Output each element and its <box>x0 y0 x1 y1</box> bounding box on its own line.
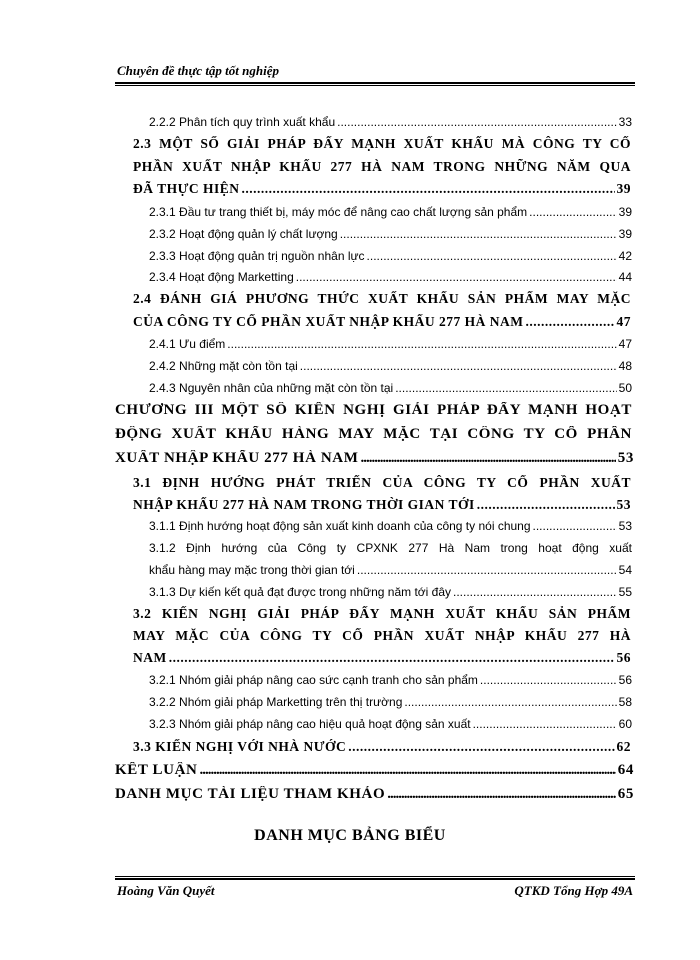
toc-entry-text: khẩu hàng may mặc trong thời gian tới <box>149 563 355 577</box>
toc-page-number: 56 <box>616 650 631 665</box>
toc-leader <box>529 205 616 219</box>
toc-entry-text: 2.2.2 Phân tích quy trình xuất khẩu <box>149 115 336 129</box>
toc-entry-text: CỦA CÔNG TY CỔ PHẦN XUẤT NHẬP KHẨU 277 HÀ NAM <box>133 314 524 329</box>
toc-entry-3-2-3[interactable] <box>149 717 632 731</box>
toc-page-number: 39 <box>618 205 632 219</box>
toc-entry-text: 3.1.3 Dự kiến kết quả đạt được trong những năm tới đây <box>149 585 452 599</box>
toc-page-number: 55 <box>618 585 632 599</box>
toc-entry-text: 2.3.1 Đầu tư trang thiết bị, máy móc để nâng cao chất lượng sản phẩm <box>149 205 528 219</box>
toc-entry-3-1-2-line2[interactable] <box>149 563 632 577</box>
toc-entry-3-2-line1[interactable]: 3.2 KIẾN NGHỊ GIẢI PHÁP ĐẨY MẠNH XUẤT KHẨU SẢN PHẨM <box>133 606 631 621</box>
toc-leader <box>300 359 617 373</box>
section-title: DANH MỤC BẢNG BIỂU <box>254 827 446 844</box>
toc-leader <box>242 181 615 197</box>
toc-leader <box>477 497 615 513</box>
toc-leader <box>227 337 616 351</box>
toc-entry-2-3-line3[interactable] <box>133 181 631 197</box>
toc-leader <box>348 739 614 755</box>
footer-rule <box>115 878 635 880</box>
toc-entry-text: 2.4.3 Nguyên nhân của những mặt còn tồn tại <box>149 381 394 395</box>
toc-leader <box>360 450 615 467</box>
toc-leader <box>404 695 616 709</box>
toc-entry-text: 3.2.2 Nhóm giải pháp Marketting trên thị trường <box>149 695 403 709</box>
toc-entry-text: DANH MỤC TÀI LIỆU THAM KHẢO <box>115 786 386 802</box>
footer-author: Hoàng Văn Quyết <box>117 883 215 898</box>
toc-entry-text: KẾT LUẬN <box>115 762 198 778</box>
toc-entry-2-3-2[interactable] <box>149 227 632 241</box>
toc-leader <box>387 786 616 803</box>
footer-class: QTKD Tổng Hợp 49A <box>514 883 633 898</box>
toc-entry-text: 3.3 KIẾN NGHỊ VỚI NHÀ NƯỚC <box>133 739 347 754</box>
toc-references[interactable] <box>115 786 634 803</box>
toc-leader <box>337 115 617 129</box>
toc-leader <box>199 762 615 779</box>
toc-leader <box>296 270 617 284</box>
toc-entry-2-4-line1[interactable]: 2.4 ĐÁNH GIÁ PHƯƠNG THỨC XUẤT KHẨU SẢN PHẨM MAY MẶC <box>133 291 631 306</box>
toc-entry-2-3-4[interactable] <box>149 270 632 284</box>
toc-conclusion[interactable] <box>115 762 634 779</box>
toc-entry-text: 3.1.1 Định hướng hoạt động sản xuất kinh doanh của công ty nói chung <box>149 519 531 533</box>
toc-entry-text: 3.2.1 Nhóm giải pháp nâng cao sức cạnh tranh cho sản phẩm <box>149 673 478 687</box>
toc-entry-text: NHẬP KHẨU 277 HÀ NAM TRONG THỜI GIAN TỚI <box>133 497 475 512</box>
toc-entry-text: 2.3.4 Hoạt động Marketting <box>149 270 294 284</box>
toc-leader <box>340 227 617 241</box>
toc-entry-3-2-2[interactable] <box>149 695 632 709</box>
toc-page-number: 53 <box>616 497 631 512</box>
toc-entry-text: 2.4.1 Ưu điểm <box>149 337 226 351</box>
toc-leader <box>480 673 617 687</box>
toc-entry-text: ĐÃ THỰC HIỆN <box>133 181 240 196</box>
toc-page-number: 42 <box>618 249 632 263</box>
toc-leader <box>395 381 616 395</box>
toc-entry-2-3-line1[interactable]: 2.3 MỘT SỐ GIẢI PHÁP ĐẨY MẠNH XUẤT KHẨU MÀ CÔNG TY CỔ <box>133 136 631 151</box>
toc-page-number: 47 <box>618 337 632 351</box>
toc-entry-2-4-3[interactable] <box>149 381 632 395</box>
toc-entry-3-1-line1[interactable]: 3.1 ĐỊNH HƯỚNG PHÁT TRIỂN CỦA CÔNG TY CỔ PHẦN XUẤT <box>133 475 631 490</box>
toc-entry-3-2-1[interactable] <box>149 673 632 687</box>
toc-page-number: 65 <box>617 786 634 802</box>
toc-page-number: 33 <box>618 115 632 129</box>
toc-entry-3-1-1[interactable] <box>149 519 632 533</box>
toc-page-number: 53 <box>617 450 634 466</box>
footer-rule-thin <box>115 876 635 877</box>
toc-leader <box>533 519 617 533</box>
toc-entry-3-2-line2[interactable]: MAY MẶC CỦA CÔNG TY CỔ PHẦN XUẤT NHẬP KHẨU 277 HÀ <box>133 628 631 643</box>
toc-leader <box>473 717 617 731</box>
toc-entry-2-2-2[interactable] <box>149 115 632 129</box>
running-header: Chuyên đề thực tập tốt nghiệp <box>117 63 279 78</box>
toc-entry-text: XUẤT NHẬP KHẨU 277 HÀ NAM <box>115 450 359 466</box>
toc-entry-text: 2.3.2 Hoạt động quản lý chất lượng <box>149 227 338 241</box>
toc-chapter-3-line1[interactable]: CHƯƠNG III MỘT SỐ KIẾN NGHỊ GIẢI PHÁP ĐẨY MẠNH HOẠT <box>115 402 632 418</box>
toc-entry-text: 2.4.2 Những mặt còn tồn tại <box>149 359 298 373</box>
toc-leader <box>526 314 615 330</box>
toc-page-number: 50 <box>618 381 632 395</box>
toc-entry-2-3-line2[interactable]: PHẦN XUẤT NHẬP KHẨU 277 HÀ NAM TRONG NHỮNG NĂM QUA <box>133 159 631 174</box>
toc-leader <box>367 249 617 263</box>
toc-page-number: 62 <box>616 739 631 754</box>
toc-entry-2-4-2[interactable] <box>149 359 632 373</box>
toc-page-number: 58 <box>618 695 632 709</box>
toc-page-number: 48 <box>618 359 632 373</box>
toc-entry-3-1-2-line1[interactable]: 3.1.2 Định hướng của Công ty CPXNK 277 Hà Nam trong hoạt động xuất <box>149 541 632 555</box>
toc-entry-3-1-line2[interactable] <box>133 497 631 513</box>
toc-page-number: 39 <box>618 227 632 241</box>
toc-page-number: 54 <box>618 563 632 577</box>
toc-entry-3-2-line3[interactable] <box>133 650 631 666</box>
toc-page-number: 56 <box>618 673 632 687</box>
toc-entry-text: 2.3.3 Hoạt động quản trị nguồn nhân lực <box>149 249 365 263</box>
toc-page-number: 47 <box>616 314 631 329</box>
toc-page-number: 64 <box>617 762 634 778</box>
toc-entry-2-4-1[interactable] <box>149 337 632 351</box>
toc-entry-3-1-3[interactable] <box>149 585 632 599</box>
toc-page-number: 39 <box>616 181 631 196</box>
toc-leader <box>169 650 615 666</box>
toc-entry-2-4-line2[interactable] <box>133 314 631 330</box>
toc-page-number: 44 <box>618 270 632 284</box>
toc-entry-3-3[interactable] <box>133 739 631 755</box>
toc-page-number: 53 <box>618 519 632 533</box>
toc-entry-text: 3.2.3 Nhóm giải pháp nâng cao hiệu quả hoạt động sản xuất <box>149 717 471 731</box>
toc-entry-text: NAM <box>133 650 167 665</box>
toc-chapter-3-line3[interactable] <box>115 450 634 467</box>
toc-leader <box>453 585 617 599</box>
toc-page-number: 60 <box>618 717 632 731</box>
toc-leader <box>357 563 617 577</box>
toc-entry-2-3-1[interactable] <box>149 205 632 219</box>
toc-chapter-3-line2[interactable]: ĐỘNG XUẤT KHẨU HÀNG MAY MẶC TẠI CÔNG TY CỔ PHẦN <box>115 426 632 442</box>
toc-entry-2-3-3[interactable] <box>149 249 632 263</box>
